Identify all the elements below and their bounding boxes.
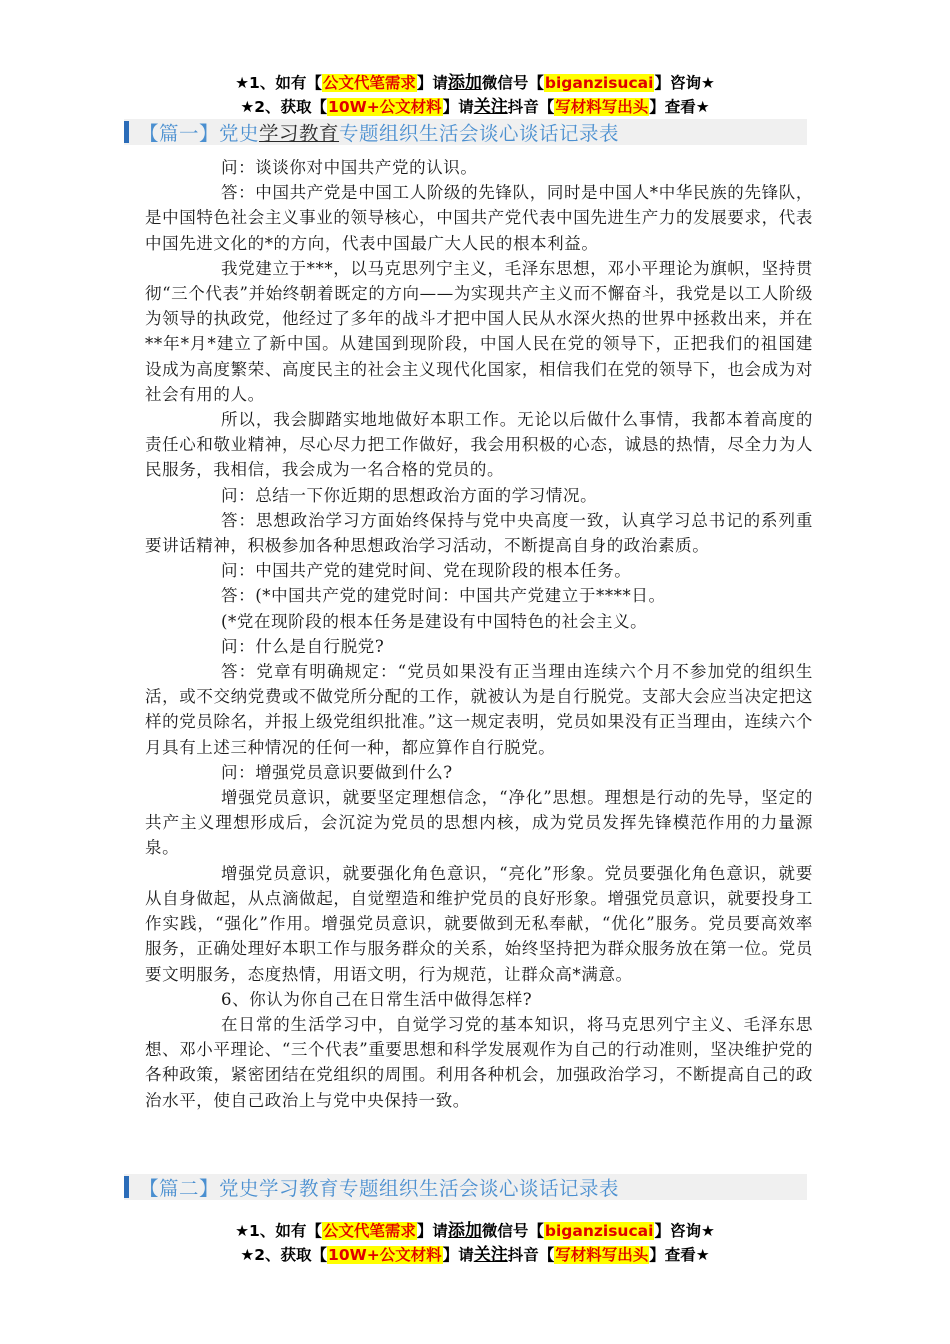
paragraph: 增强党员意识，就要强化角色意识，“亮化”形象。党员要强化角色意识，就要从自身做起，从点滴做起，自觉塑造和维护党员的良好形象。增强党员意识，就要投身工作实践，“强化”作用。增强党员意识，就要做到无私奉献，“优化”服务。党员要高效率服务，正确处理好本职工作与服务群众的关系，始终坚持把为群众服务放在第一位。党员要文明服务，态度热情，用语文明，行为规范，让群众高*满意。 [145, 863, 813, 984]
ad-3-highlight-1: 公文代笔需求 [322, 1222, 416, 1240]
paragraph: 增强党员意识，就要坚定理想信念，“净化”思想。理想是行动的先导，坚定的共产主义理想形成后，会沉淀为党员的思想内核，成为党员发挥先锋模范作用的力量源泉。 [145, 788, 813, 858]
ad-3-suffix: 】咨询★ [654, 1222, 715, 1240]
paragraph: 在日常的生活学习中，自觉学习党的基本知识，将马克思列宁主义、毛泽东思想、邓小平理论、“三个代表”重要思想和科学发展观作为自己的行动准则，坚决维护党的各种政策，紧密团结在党组织的周围。利用各种机会，加强政治学习，不断提高自己的政治水平，使自己政治上与党中央保持一致。 [145, 1014, 813, 1110]
ad-line-3 [0, 1220, 950, 1242]
ad-3-middle-2: 微信号【 [481, 1222, 544, 1240]
ad-4-middle-1: 】请 [442, 1246, 474, 1264]
section-2-header [124, 1174, 807, 1200]
ad-2-underlined: 关注 [473, 97, 508, 117]
ad-4-middle-2: 抖音【 [507, 1246, 555, 1264]
paragraph: 我党建立于***，以马克思列宁主义，毛泽东思想，邓小平理论为旗帜，坚持贯彻“三个代表”并始终朝着既定的方向——为实现共产主义而不懈奋斗，我党是以工人阶级为领导的执政党，他经过了多年的战斗才把中国人民从水深火热的世界中拯救出来，并在**年*月*建立了新中国。从建国到现阶段，中国人民在党的领导下，正把我们的祖国建设成为高度繁荣、高度民主的社会主义现代化国家，相信我们在党的领导下，也会成为对社会有用的人。 [145, 258, 813, 404]
paragraph: 答：党章有明确规定：“党员如果没有正当理由连续六个月不参加党的组织生活，或不交纳党费或不做党所分配的工作，就被认为是自行脱党。支部大会应当决定把这样的党员除名，并报上级党组织批准。”这一规定表明，党员如果没有正当理由，连续六个月具有上述三种情况的任何一种，都应算作自行脱党。 [145, 662, 813, 757]
ad-3-highlight-2: biganzisucai [544, 1222, 654, 1240]
ad-3-middle-1: 】请 [416, 1222, 448, 1240]
ad-1-highlight-1: 公文代笔需求 [322, 74, 416, 92]
ad-1-underlined: 添加 [447, 73, 482, 93]
paragraph: 问：增强党员意识要做到什么? [221, 762, 453, 782]
ad-4-underlined: 关注 [473, 1245, 508, 1265]
ad-2-prefix: ★2、获取【 [240, 98, 328, 116]
ad-3-prefix: ★1、如有【 [235, 1222, 322, 1240]
paragraph: 答：中国共产党是中国工人阶级的先锋队，同时是中国人*中华民族的先锋队，是中国特色社会主义事业的领导核心，中国共产党代表中国先进生产力的发展要求，代表中国先进文化的*的方向，代表中国最广大人民的根本利益。 [145, 183, 813, 253]
paragraph: (*党在现阶段的根本任务是建设有中国特色的社会主义。 [221, 611, 648, 631]
section-1-title-prefix: 【篇一】党史 [139, 122, 260, 145]
ad-2-suffix: 】查看★ [649, 98, 710, 116]
ad-3-underlined: 添加 [447, 1221, 482, 1241]
paragraph: 所以，我会脚踏实地地做好本职工作。无论以后做什么事情，我都本着高度的责任心和敬业精神，尽心尽力把工作做好，我会用积极的心态，诚恳的热情，尽全力为人民服务，我相信，我会成为一名合格的党员的。 [145, 410, 813, 480]
section-1-bar [124, 121, 129, 143]
paragraph: 问：总结一下你近期的思想政治方面的学习情况。 [221, 485, 598, 505]
ad-4-highlight-1: 10W+公文材料 [328, 1246, 442, 1264]
paragraph: 答：思想政治学习方面始终保持与党中央高度一致，认真学习总书记的系列重要讲话精神，积极参加各种思想政治学习活动，不断提高自身的政治素质。 [145, 510, 813, 556]
body-text [145, 155, 813, 1113]
ad-2-middle-1: 】请 [442, 98, 474, 116]
ad-2-highlight-1: 10W+公文材料 [328, 98, 442, 116]
ad-1-middle-1: 】请 [416, 74, 448, 92]
paragraph: 问：什么是自行脱党? [221, 636, 385, 656]
paragraph: 答：(*中国共产党的建党时间：中国共产党建立于****日。 [221, 586, 666, 606]
paragraph: 问：中国共产党的建党时间、党在现阶段的根本任务。 [221, 561, 632, 581]
paragraph: 6、你认为你自己在日常生活中做得怎样? [221, 989, 533, 1009]
section-2-title: 【篇二】党史学习教育专题组织生活会谈心谈话记录表 [139, 1177, 620, 1200]
section-1-header [124, 119, 807, 145]
ad-line-4 [0, 1244, 950, 1266]
ad-1-suffix: 】咨询★ [654, 74, 715, 92]
paragraph: 问：谈谈你对中国共产党的认识。 [221, 158, 478, 177]
ad-2-middle-2: 抖音【 [507, 98, 555, 116]
section-2-bar [124, 1176, 129, 1198]
ad-1-highlight-2: biganzisucai [544, 74, 654, 92]
ad-4-prefix: ★2、获取【 [240, 1246, 328, 1264]
ad-2-highlight-2: 写材料写出头 [555, 98, 649, 116]
section-1-title-suffix: 专题组织生活会谈心谈话记录表 [339, 122, 620, 145]
section-1-title [139, 118, 619, 146]
ad-4-highlight-2: 写材料写出头 [555, 1246, 649, 1264]
ad-4-suffix: 】查看★ [649, 1246, 710, 1264]
ad-line-1 [0, 72, 950, 94]
ad-1-prefix: ★1、如有【 [235, 74, 322, 92]
ad-1-middle-2: 微信号【 [481, 74, 544, 92]
section-1-title-underlined: 学习教育 [259, 122, 340, 145]
ad-line-2 [0, 96, 950, 118]
